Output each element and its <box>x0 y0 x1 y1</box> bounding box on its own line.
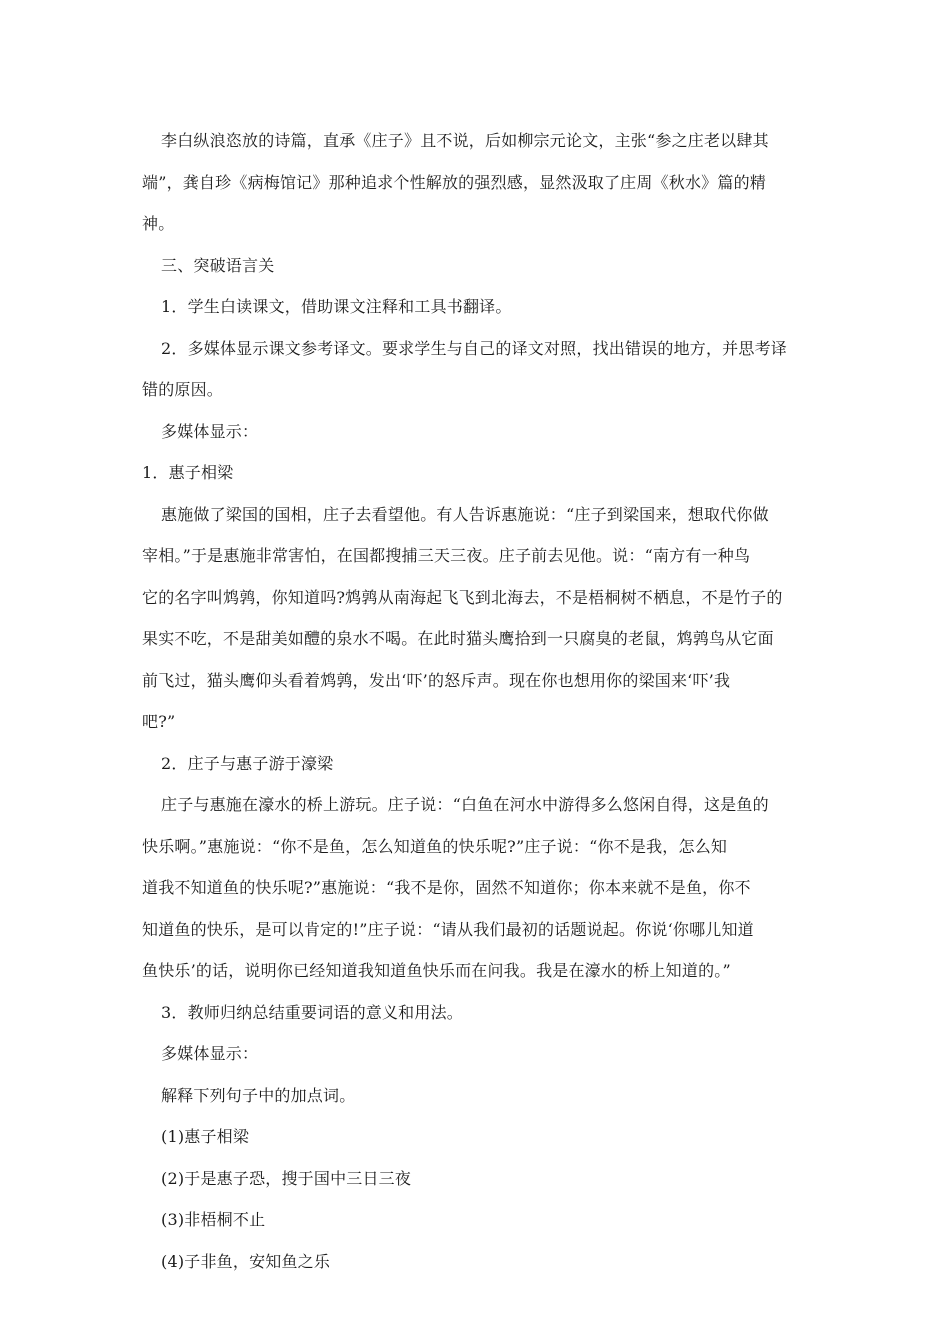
paragraph-line: 道我不知道鱼的快乐呢?”惠施说：“我不是你，固然不知道你；你本来就不是鱼，你不 <box>142 878 751 897</box>
label-line: 多媒体显示： <box>161 1044 259 1063</box>
numbered-item: 2．多媒体显示课文参考译文。要求学生与自己的译文对照，找出错误的地方，并思考译 <box>161 338 787 358</box>
exercise-item: (1)惠子相梁 <box>161 1127 250 1146</box>
instruction-line: 解释下列句子中的加点词。 <box>161 1085 356 1105</box>
paragraph-line: 鱼快乐’的话，说明你已经知道我知道鱼快乐而在问我。我是在濠水的桥上知道的。” <box>142 961 731 980</box>
subheading: 2．庄子与惠子游于濠梁 <box>161 753 334 773</box>
paragraph-line: 知道鱼的快乐，是可以肯定的!”庄子说：“请从我们最初的话题说起。你说‘你哪儿知道 <box>142 919 754 939</box>
label-line: 多媒体显示： <box>161 421 259 441</box>
paragraph-line: 前飞过，猫头鹰仰头看着鸩鹑，发出‘吓’的怒斥声。现在你也想用你的梁国来‘吓’我 <box>142 670 731 690</box>
paragraph-line: 错的原因。 <box>142 380 224 399</box>
paragraph-line: 快乐啊。”惠施说：“你不是鱼，怎么知道鱼的快乐呢?”庄子说：“你不是我，怎么知 <box>142 836 728 856</box>
numbered-item: 3．教师归纳总结重要词语的意义和用法。 <box>161 1002 463 1022</box>
section-heading: 三、突破语言关 <box>161 255 275 275</box>
paragraph-line: 端”，龚自珍《病梅馆记》那种追求个性解放的强烈感，显然汲取了庄周《秋水》篇的精 <box>142 172 766 192</box>
exercise-item: (4)子非鱼，安知鱼之乐 <box>161 1251 331 1271</box>
paragraph-line: 神。 <box>142 214 175 233</box>
paragraph-line: 惠施做了梁国的国相，庄子去看望他。有人告诉惠施说：“庄子到梁国来，想取代你做 <box>161 504 769 524</box>
exercise-item: (2)于是惠子恐，搜于国中三日三夜 <box>161 1168 412 1188</box>
paragraph-line: 李白纵浪恣放的诗篇，直承《庄子》且不说，后如柳宗元论文，主张“参之庄老以肆其 <box>161 131 769 150</box>
numbered-item: 1．学生白读课文，借助课文注释和工具书翻译。 <box>161 297 512 316</box>
paragraph-line: 它的名字叫鸩鹑，你知道吗?鸩鹑从南海起飞飞到北海去，不是梧桐树不栖息，不是竹子的 <box>142 587 783 607</box>
document-body <box>142 120 812 1282</box>
paragraph-line: 吧?” <box>142 712 176 731</box>
exercise-item: (3)非梧桐不止 <box>161 1210 266 1229</box>
paragraph-line: 宰相。”于是惠施非常害怕，在国都搜捕三天三夜。庄子前去见他。说：“南方有一种鸟 <box>142 546 751 565</box>
subheading: 1．惠子相梁 <box>142 463 234 482</box>
paragraph-line: 庄子与惠施在濠水的桥上游玩。庄子说：“白鱼在河水中游得多么悠闲自得，这是鱼的 <box>161 795 769 814</box>
paragraph-line: 果实不吃，不是甜美如醴的泉水不喝。在此时猫头鹰拾到一只腐臭的老鼠，鸩鹑鸟从它面 <box>142 629 774 648</box>
